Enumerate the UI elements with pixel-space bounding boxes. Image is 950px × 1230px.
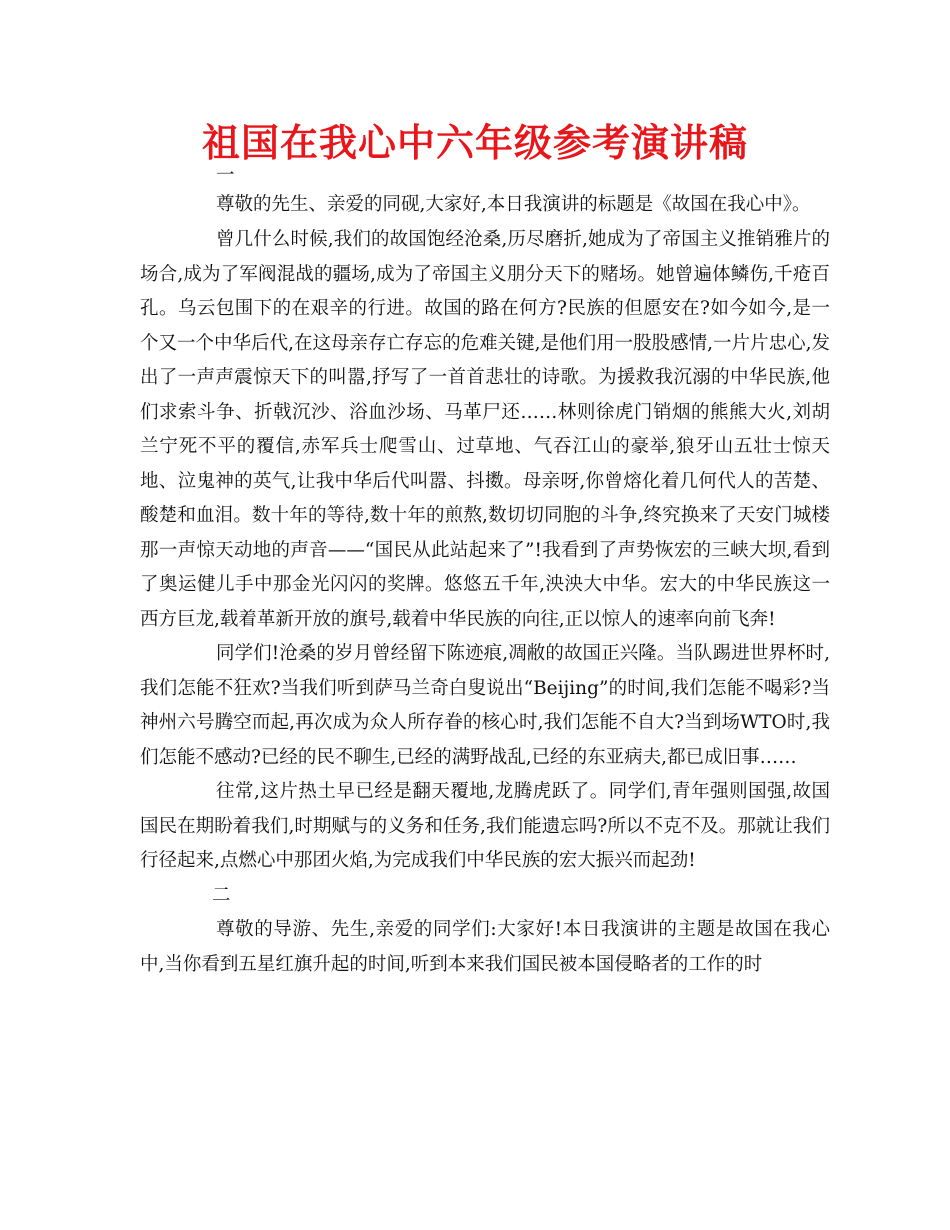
document-body [140, 165, 830, 982]
section-two-marker: 二 [212, 884, 231, 906]
section-one-greeting: 尊敬的先生、亲爱的同砚,大家好,本日我演讲的标题是《故国在我心中》。 [216, 194, 811, 215]
body-paragraph: 尊敬的导游、先生,亲爱的同学们:大家好!本日我演讲的主题是故国在我心中,当你看到五星红旗升起的时间,听到本来我们国民被本国侵略者的工作的时 [140, 919, 830, 975]
body-paragraph: 曾几什么时候,我们的故国饱经沧桑,历尽磨折,她成为了帝国主义推销雅片的场合,成为了军阀混战的疆场,成为了帝国主义朋分天下的赌场。她曾遍体鳞伤,千疮百孔。乌云包围下的在艰辛的行进。故国的路在何方?民族的但愿安在?如今如今,是一个又一个中华后代,在这母亲存亡存忘的危难关键,是他们用一股股感情,一片片忠心,发出了一声声震惊天下的叫嚣,抒写了一首首悲壮的诗歌。为援救我沉溺的中华民族,他们求索斗争、折戟沉沙、浴血沙场、马革尸还……林则徐虎门销烟的熊熊大火,刘胡兰宁死不平的覆信,赤军兵士爬雪山、过草地、气吞江山的豪举,狼牙山五壮士惊天地、泣鬼神的英气,让我中华后代叫嚣、抖擞。母亲呀,你曾熔化着几何代人的苦楚、酸楚和血泪。数十年的等待,数十年的煎熬,数切切同胞的斗争,终究换来了天安门城楼那一声惊天动地的声音——“国民从此站起来了”!我看到了声势恢宏的三峡大坝,看到了奥运健儿手中那金光闪闪的奖牌。悠悠五千年,泱泱大中华。宏大的中华民族这一西方巨龙,载着革新开放的旗号,载着中华民族的向往,正以惊人的速率向前飞奔! [140, 229, 830, 630]
section-one-marker: 一 [216, 165, 235, 186]
document-title: 祖国在我心中六年级参考演讲稿 [201, 121, 748, 165]
body-paragraph: 同学们!沧桑的岁月曾经留下陈迹痕,凋敝的故国正兴隆。当队踢进世界杯时,我们怎能不狂欢?当我们听到萨马兰奇白叟说出“Beijing”的时间,我们怎能不喝彩?当神州六号腾空而起,再次成为众人所存眷的核心时,我们怎能不自大?当到场WTO时,我们怎能不感动?已经的民不聊生,已经的满野战乱,已经的东亚病夫,都已成旧事…… [140, 643, 830, 768]
body-paragraph: 往常,这片热土早已经是翻天覆地,龙腾虎跃了。同学们,青年强则国强,故国国民在期盼着我们,时期赋与的义务和任务,我们能遗忘吗?所以不克不及。那就让我们行径起来,点燃心中那团火焰,为完成我们中华民族的宏大振兴而起劲! [140, 781, 830, 871]
